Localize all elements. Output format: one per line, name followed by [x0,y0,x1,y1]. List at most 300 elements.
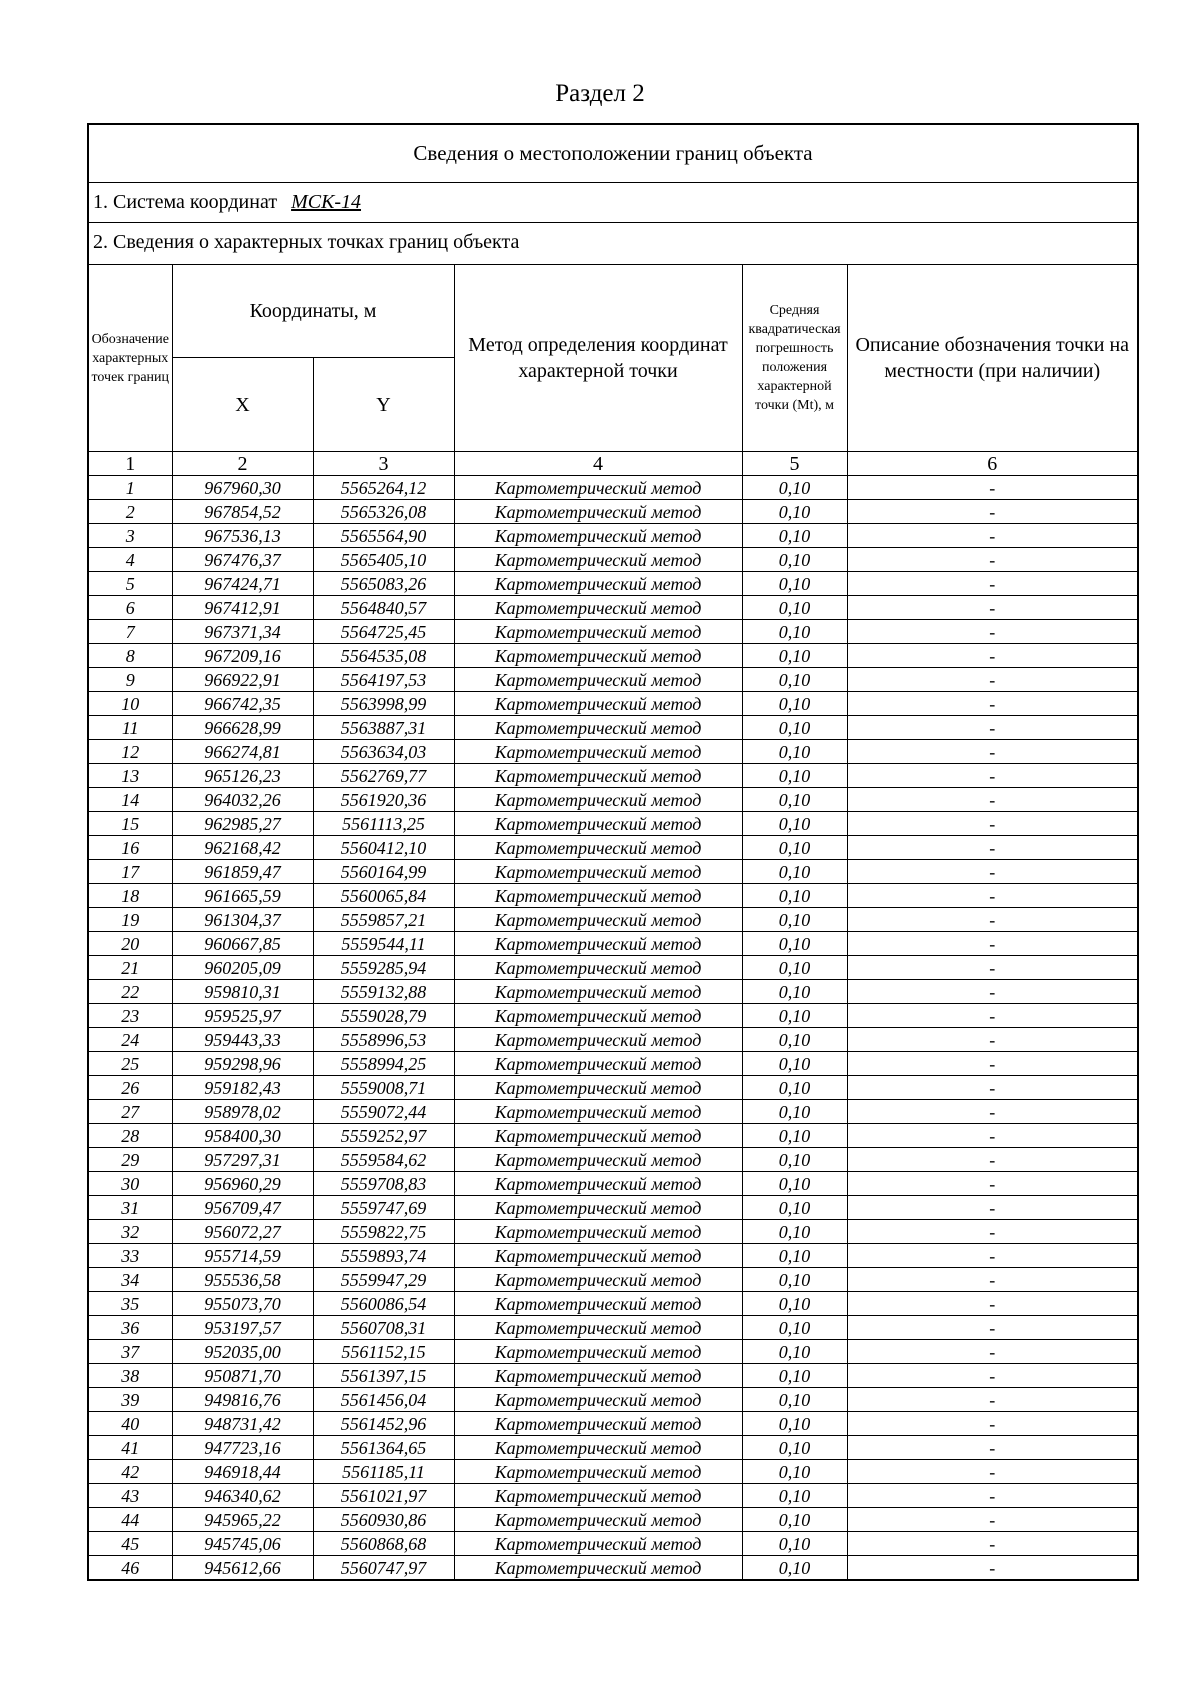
table-row [89,884,1137,908]
header-coordinates: Координаты, м [172,265,454,358]
cell-point-number: 37 [89,1340,172,1364]
cell-method: Картометрический метод [454,1508,742,1532]
cell-point-number: 11 [89,716,172,740]
table-row [89,1220,1137,1244]
cell-accuracy: 0,10 [742,1244,847,1268]
cell-method: Картометрический метод [454,764,742,788]
cell-coord-x: 948731,42 [172,1412,313,1436]
cell-point-number: 23 [89,1004,172,1028]
table-row [89,956,1137,980]
cell-coord-x: 956960,29 [172,1172,313,1196]
cell-description: - [847,836,1137,860]
column-number: 6 [847,452,1137,476]
cell-description: - [847,932,1137,956]
section-title: Раздел 2 [555,80,645,107]
cell-accuracy: 0,10 [742,932,847,956]
cell-method: Картометрический метод [454,1100,742,1124]
cell-description: - [847,716,1137,740]
table-row [89,812,1137,836]
cell-description: - [847,1436,1137,1460]
cell-accuracy: 0,10 [742,1076,847,1100]
cell-accuracy: 0,10 [742,1196,847,1220]
cell-coord-y: 5559708,83 [313,1172,454,1196]
cell-coord-y: 5559072,44 [313,1100,454,1124]
cell-method: Картометрический метод [454,1244,742,1268]
cell-coord-y: 5565083,26 [313,572,454,596]
cell-coord-x: 953197,57 [172,1316,313,1340]
cell-point-number: 43 [89,1484,172,1508]
cell-description: - [847,1124,1137,1148]
cell-coord-x: 956709,47 [172,1196,313,1220]
table-row [89,836,1137,860]
cell-coord-x: 947723,16 [172,1436,313,1460]
cell-description: - [847,692,1137,716]
cell-method: Картометрический метод [454,932,742,956]
cell-method: Картометрический метод [454,836,742,860]
cell-accuracy: 0,10 [742,596,847,620]
cell-coord-x: 967209,16 [172,644,313,668]
cell-point-number: 29 [89,1148,172,1172]
table-row [89,980,1137,1004]
cell-coord-x: 945745,06 [172,1532,313,1556]
cell-method: Картометрический метод [454,1556,742,1580]
cell-coord-x: 967854,52 [172,500,313,524]
cell-coord-y: 5561397,15 [313,1364,454,1388]
table-row [89,692,1137,716]
cell-coord-x: 945612,66 [172,1556,313,1580]
cell-coord-y: 5564725,45 [313,620,454,644]
cell-point-number: 22 [89,980,172,1004]
cell-method: Картометрический метод [454,884,742,908]
cell-point-number: 44 [89,1508,172,1532]
cell-method: Картометрический метод [454,572,742,596]
coordinate-system-row [89,183,1137,223]
coordinate-system-value: МСК-14 [291,191,362,213]
cell-point-number: 20 [89,932,172,956]
cell-method: Картометрический метод [454,980,742,1004]
cell-method: Картометрический метод [454,1220,742,1244]
table-row [89,1412,1137,1436]
cell-method: Картометрический метод [454,500,742,524]
table-row [89,1196,1137,1220]
cell-accuracy: 0,10 [742,812,847,836]
cell-description: - [847,1004,1137,1028]
cell-coord-y: 5558996,53 [313,1028,454,1052]
cell-description: - [847,788,1137,812]
cell-accuracy: 0,10 [742,548,847,572]
cell-coord-x: 955536,58 [172,1268,313,1292]
cell-coord-x: 959810,31 [172,980,313,1004]
cell-method: Картометрический метод [454,620,742,644]
cell-coord-x: 949816,76 [172,1388,313,1412]
cell-coord-x: 966742,35 [172,692,313,716]
table-row [89,1148,1137,1172]
cell-description: - [847,980,1137,1004]
cell-method: Картометрический метод [454,1268,742,1292]
cell-coord-x: 952035,00 [172,1340,313,1364]
cell-coord-x: 962168,42 [172,836,313,860]
cell-coord-y: 5565564,90 [313,524,454,548]
table-row [89,476,1137,500]
cell-method: Картометрический метод [454,1028,742,1052]
table-row [89,1028,1137,1052]
cell-method: Картометрический метод [454,596,742,620]
cell-accuracy: 0,10 [742,836,847,860]
cell-accuracy: 0,10 [742,1100,847,1124]
cell-method: Картометрический метод [454,668,742,692]
cell-accuracy: 0,10 [742,500,847,524]
cell-point-number: 4 [89,548,172,572]
cell-method: Картометрический метод [454,1172,742,1196]
header-accuracy: Средняя квадратическая погрешность положения характерной точки (Mt), м [742,265,847,452]
table-row [89,1508,1137,1532]
cell-description: - [847,1316,1137,1340]
cell-coord-y: 5564197,53 [313,668,454,692]
table-row [89,1484,1137,1508]
cell-point-number: 24 [89,1028,172,1052]
cell-description: - [847,644,1137,668]
cell-coord-y: 5558994,25 [313,1052,454,1076]
cell-description: - [847,572,1137,596]
cell-method: Картометрический метод [454,1532,742,1556]
cell-point-number: 38 [89,1364,172,1388]
cell-method: Картометрический метод [454,644,742,668]
table-row [89,1556,1137,1580]
cell-coord-x: 946340,62 [172,1484,313,1508]
cell-accuracy: 0,10 [742,860,847,884]
cell-description: - [847,1460,1137,1484]
cell-coord-y: 5560086,54 [313,1292,454,1316]
table-row [89,1268,1137,1292]
cell-method: Картометрический метод [454,1316,742,1340]
column-number: 5 [742,452,847,476]
cell-coord-x: 956072,27 [172,1220,313,1244]
cell-coord-y: 5559822,75 [313,1220,454,1244]
cell-point-number: 13 [89,764,172,788]
table-row [89,620,1137,644]
cell-accuracy: 0,10 [742,1148,847,1172]
cell-point-number: 42 [89,1460,172,1484]
table-row [89,908,1137,932]
cell-coord-x: 961859,47 [172,860,313,884]
cell-coord-y: 5560065,84 [313,884,454,908]
table-row [89,1364,1137,1388]
cell-accuracy: 0,10 [742,572,847,596]
cell-accuracy: 0,10 [742,1220,847,1244]
cell-coord-y: 5563887,31 [313,716,454,740]
cell-accuracy: 0,10 [742,1532,847,1556]
cell-point-number: 7 [89,620,172,644]
cell-point-number: 12 [89,740,172,764]
cell-coord-y: 5565264,12 [313,476,454,500]
cell-description: - [847,1244,1137,1268]
cell-method: Картометрический метод [454,1292,742,1316]
cell-coord-y: 5561364,65 [313,1436,454,1460]
cell-accuracy: 0,10 [742,692,847,716]
cell-coord-x: 967536,13 [172,524,313,548]
cell-method: Картометрический метод [454,1340,742,1364]
table-row [89,1244,1137,1268]
cell-point-number: 9 [89,668,172,692]
cell-description: - [847,1196,1137,1220]
cell-method: Картометрический метод [454,1124,742,1148]
cell-coord-y: 5565326,08 [313,500,454,524]
cell-accuracy: 0,10 [742,1004,847,1028]
table-row [89,500,1137,524]
cell-method: Картометрический метод [454,1460,742,1484]
cell-accuracy: 0,10 [742,1556,847,1580]
cell-point-number: 33 [89,1244,172,1268]
cell-coord-x: 958978,02 [172,1100,313,1124]
cell-accuracy: 0,10 [742,1124,847,1148]
cell-coord-y: 5559893,74 [313,1244,454,1268]
table-row [89,788,1137,812]
header-y: Y [313,358,454,452]
cell-method: Картометрический метод [454,476,742,500]
cell-coord-y: 5559285,94 [313,956,454,980]
cell-method: Картометрический метод [454,860,742,884]
cell-coord-y: 5563634,03 [313,740,454,764]
cell-method: Картометрический метод [454,812,742,836]
cell-coord-x: 957297,31 [172,1148,313,1172]
cell-accuracy: 0,10 [742,1508,847,1532]
cell-coord-y: 5559857,21 [313,908,454,932]
cell-accuracy: 0,10 [742,1364,847,1388]
cell-description: - [847,1076,1137,1100]
cell-coord-x: 967424,71 [172,572,313,596]
cell-coord-x: 967476,37 [172,548,313,572]
table-row [89,668,1137,692]
table-row [89,524,1137,548]
cell-coord-y: 5559947,29 [313,1268,454,1292]
header-point-designation: Обозначение характерных точек границ [89,265,172,452]
cell-description: - [847,476,1137,500]
cell-method: Картометрический метод [454,716,742,740]
cell-coord-x: 961304,37 [172,908,313,932]
cell-point-number: 6 [89,596,172,620]
cell-accuracy: 0,10 [742,1412,847,1436]
cell-method: Картометрический метод [454,548,742,572]
cell-coord-x: 967412,91 [172,596,313,620]
cell-method: Картометрический метод [454,1436,742,1460]
cell-coord-x: 958400,30 [172,1124,313,1148]
cell-coord-y: 5561185,11 [313,1460,454,1484]
cell-point-number: 15 [89,812,172,836]
table-row [89,1052,1137,1076]
cell-method: Картометрический метод [454,1364,742,1388]
cell-point-number: 8 [89,644,172,668]
cell-method: Картометрический метод [454,1412,742,1436]
cell-coord-x: 945965,22 [172,1508,313,1532]
cell-point-number: 16 [89,836,172,860]
table-row [89,1292,1137,1316]
cell-description: - [847,620,1137,644]
cell-accuracy: 0,10 [742,1316,847,1340]
cell-accuracy: 0,10 [742,620,847,644]
column-number: 4 [454,452,742,476]
cell-coord-x: 966628,99 [172,716,313,740]
cell-description: - [847,1484,1137,1508]
cell-point-number: 45 [89,1532,172,1556]
cell-description: - [847,1412,1137,1436]
cell-accuracy: 0,10 [742,980,847,1004]
cell-coord-y: 5559584,62 [313,1148,454,1172]
cell-point-number: 34 [89,1268,172,1292]
cell-description: - [847,1340,1137,1364]
cell-point-number: 10 [89,692,172,716]
cell-description: - [847,764,1137,788]
cell-coord-x: 959182,43 [172,1076,313,1100]
cell-method: Картометрический метод [454,1148,742,1172]
cell-description: - [847,1052,1137,1076]
cell-description: - [847,884,1137,908]
cell-description: - [847,1388,1137,1412]
column-numbers-row [89,452,1137,476]
cell-coord-x: 946918,44 [172,1460,313,1484]
cell-description: - [847,1028,1137,1052]
points-table-body [89,476,1137,1580]
cell-point-number: 35 [89,1292,172,1316]
cell-method: Картометрический метод [454,908,742,932]
cell-accuracy: 0,10 [742,1460,847,1484]
table-row [89,1532,1137,1556]
cell-coord-y: 5559252,97 [313,1124,454,1148]
cell-coord-x: 960205,09 [172,956,313,980]
cell-method: Картометрический метод [454,788,742,812]
cell-description: - [847,908,1137,932]
cell-method: Картометрический метод [454,524,742,548]
boundary-info-frame [87,123,1139,1581]
cell-coord-x: 965126,23 [172,764,313,788]
table-row [89,1124,1137,1148]
table-row [89,1340,1137,1364]
cell-accuracy: 0,10 [742,524,847,548]
column-number: 3 [313,452,454,476]
cell-method: Картометрический метод [454,1484,742,1508]
cell-coord-y: 5561456,04 [313,1388,454,1412]
cell-description: - [847,956,1137,980]
table-row [89,1172,1137,1196]
cell-coord-x: 964032,26 [172,788,313,812]
cell-coord-x: 961665,59 [172,884,313,908]
cell-coord-x: 950871,70 [172,1364,313,1388]
cell-point-number: 27 [89,1100,172,1124]
cell-coord-y: 5564535,08 [313,644,454,668]
cell-description: - [847,860,1137,884]
cell-method: Картометрический метод [454,1196,742,1220]
cell-description: - [847,596,1137,620]
cell-accuracy: 0,10 [742,1292,847,1316]
cell-accuracy: 0,10 [742,764,847,788]
cell-point-number: 19 [89,908,172,932]
cell-description: - [847,1364,1137,1388]
cell-description: - [847,812,1137,836]
cell-coord-x: 966922,91 [172,668,313,692]
cell-point-number: 17 [89,860,172,884]
cell-accuracy: 0,10 [742,956,847,980]
header-x: X [172,358,313,452]
table-row [89,1436,1137,1460]
cell-accuracy: 0,10 [742,1484,847,1508]
cell-coord-y: 5561113,25 [313,812,454,836]
cell-point-number: 25 [89,1052,172,1076]
cell-coord-x: 959525,97 [172,1004,313,1028]
cell-coord-x: 962985,27 [172,812,313,836]
cell-accuracy: 0,10 [742,908,847,932]
cell-coord-x: 967371,34 [172,620,313,644]
cell-coord-x: 960667,85 [172,932,313,956]
cell-point-number: 28 [89,1124,172,1148]
table-row [89,644,1137,668]
cell-coord-y: 5561152,15 [313,1340,454,1364]
cell-method: Картометрический метод [454,1076,742,1100]
cell-coord-y: 5560164,99 [313,860,454,884]
cell-point-number: 36 [89,1316,172,1340]
cell-coord-y: 5560868,68 [313,1532,454,1556]
column-number: 1 [89,452,172,476]
cell-accuracy: 0,10 [742,1388,847,1412]
table-row [89,596,1137,620]
cell-point-number: 2 [89,500,172,524]
cell-coord-y: 5559132,88 [313,980,454,1004]
cell-point-number: 40 [89,1412,172,1436]
cell-accuracy: 0,10 [742,1436,847,1460]
cell-point-number: 18 [89,884,172,908]
cell-description: - [847,1532,1137,1556]
table-row [89,1004,1137,1028]
cell-description: - [847,1292,1137,1316]
points-table [89,264,1137,1579]
cell-method: Картометрический метод [454,956,742,980]
document-title: Сведения о местоположении границ объекта [89,125,1137,183]
cell-coord-x: 966274,81 [172,740,313,764]
table-row [89,716,1137,740]
cell-description: - [847,1220,1137,1244]
cell-point-number: 3 [89,524,172,548]
cell-coord-y: 5560708,31 [313,1316,454,1340]
cell-point-number: 39 [89,1388,172,1412]
cell-coord-x: 959443,33 [172,1028,313,1052]
cell-description: - [847,1100,1137,1124]
cell-coord-y: 5565405,10 [313,548,454,572]
cell-accuracy: 0,10 [742,1028,847,1052]
cell-accuracy: 0,10 [742,740,847,764]
cell-description: - [847,1508,1137,1532]
cell-coord-x: 959298,96 [172,1052,313,1076]
cell-accuracy: 0,10 [742,1172,847,1196]
cell-coord-y: 5559544,11 [313,932,454,956]
cell-point-number: 1 [89,476,172,500]
table-row [89,860,1137,884]
table-row [89,548,1137,572]
cell-accuracy: 0,10 [742,1340,847,1364]
cell-method: Картометрический метод [454,692,742,716]
cell-coord-y: 5560930,86 [313,1508,454,1532]
cell-point-number: 5 [89,572,172,596]
table-row [89,1388,1137,1412]
cell-description: - [847,1172,1137,1196]
cell-point-number: 46 [89,1556,172,1580]
cell-point-number: 32 [89,1220,172,1244]
cell-coord-x: 955073,70 [172,1292,313,1316]
cell-coord-y: 5559028,79 [313,1004,454,1028]
cell-accuracy: 0,10 [742,716,847,740]
cell-point-number: 41 [89,1436,172,1460]
table-row [89,1460,1137,1484]
cell-accuracy: 0,10 [742,884,847,908]
cell-coord-y: 5560412,10 [313,836,454,860]
table-row [89,1316,1137,1340]
